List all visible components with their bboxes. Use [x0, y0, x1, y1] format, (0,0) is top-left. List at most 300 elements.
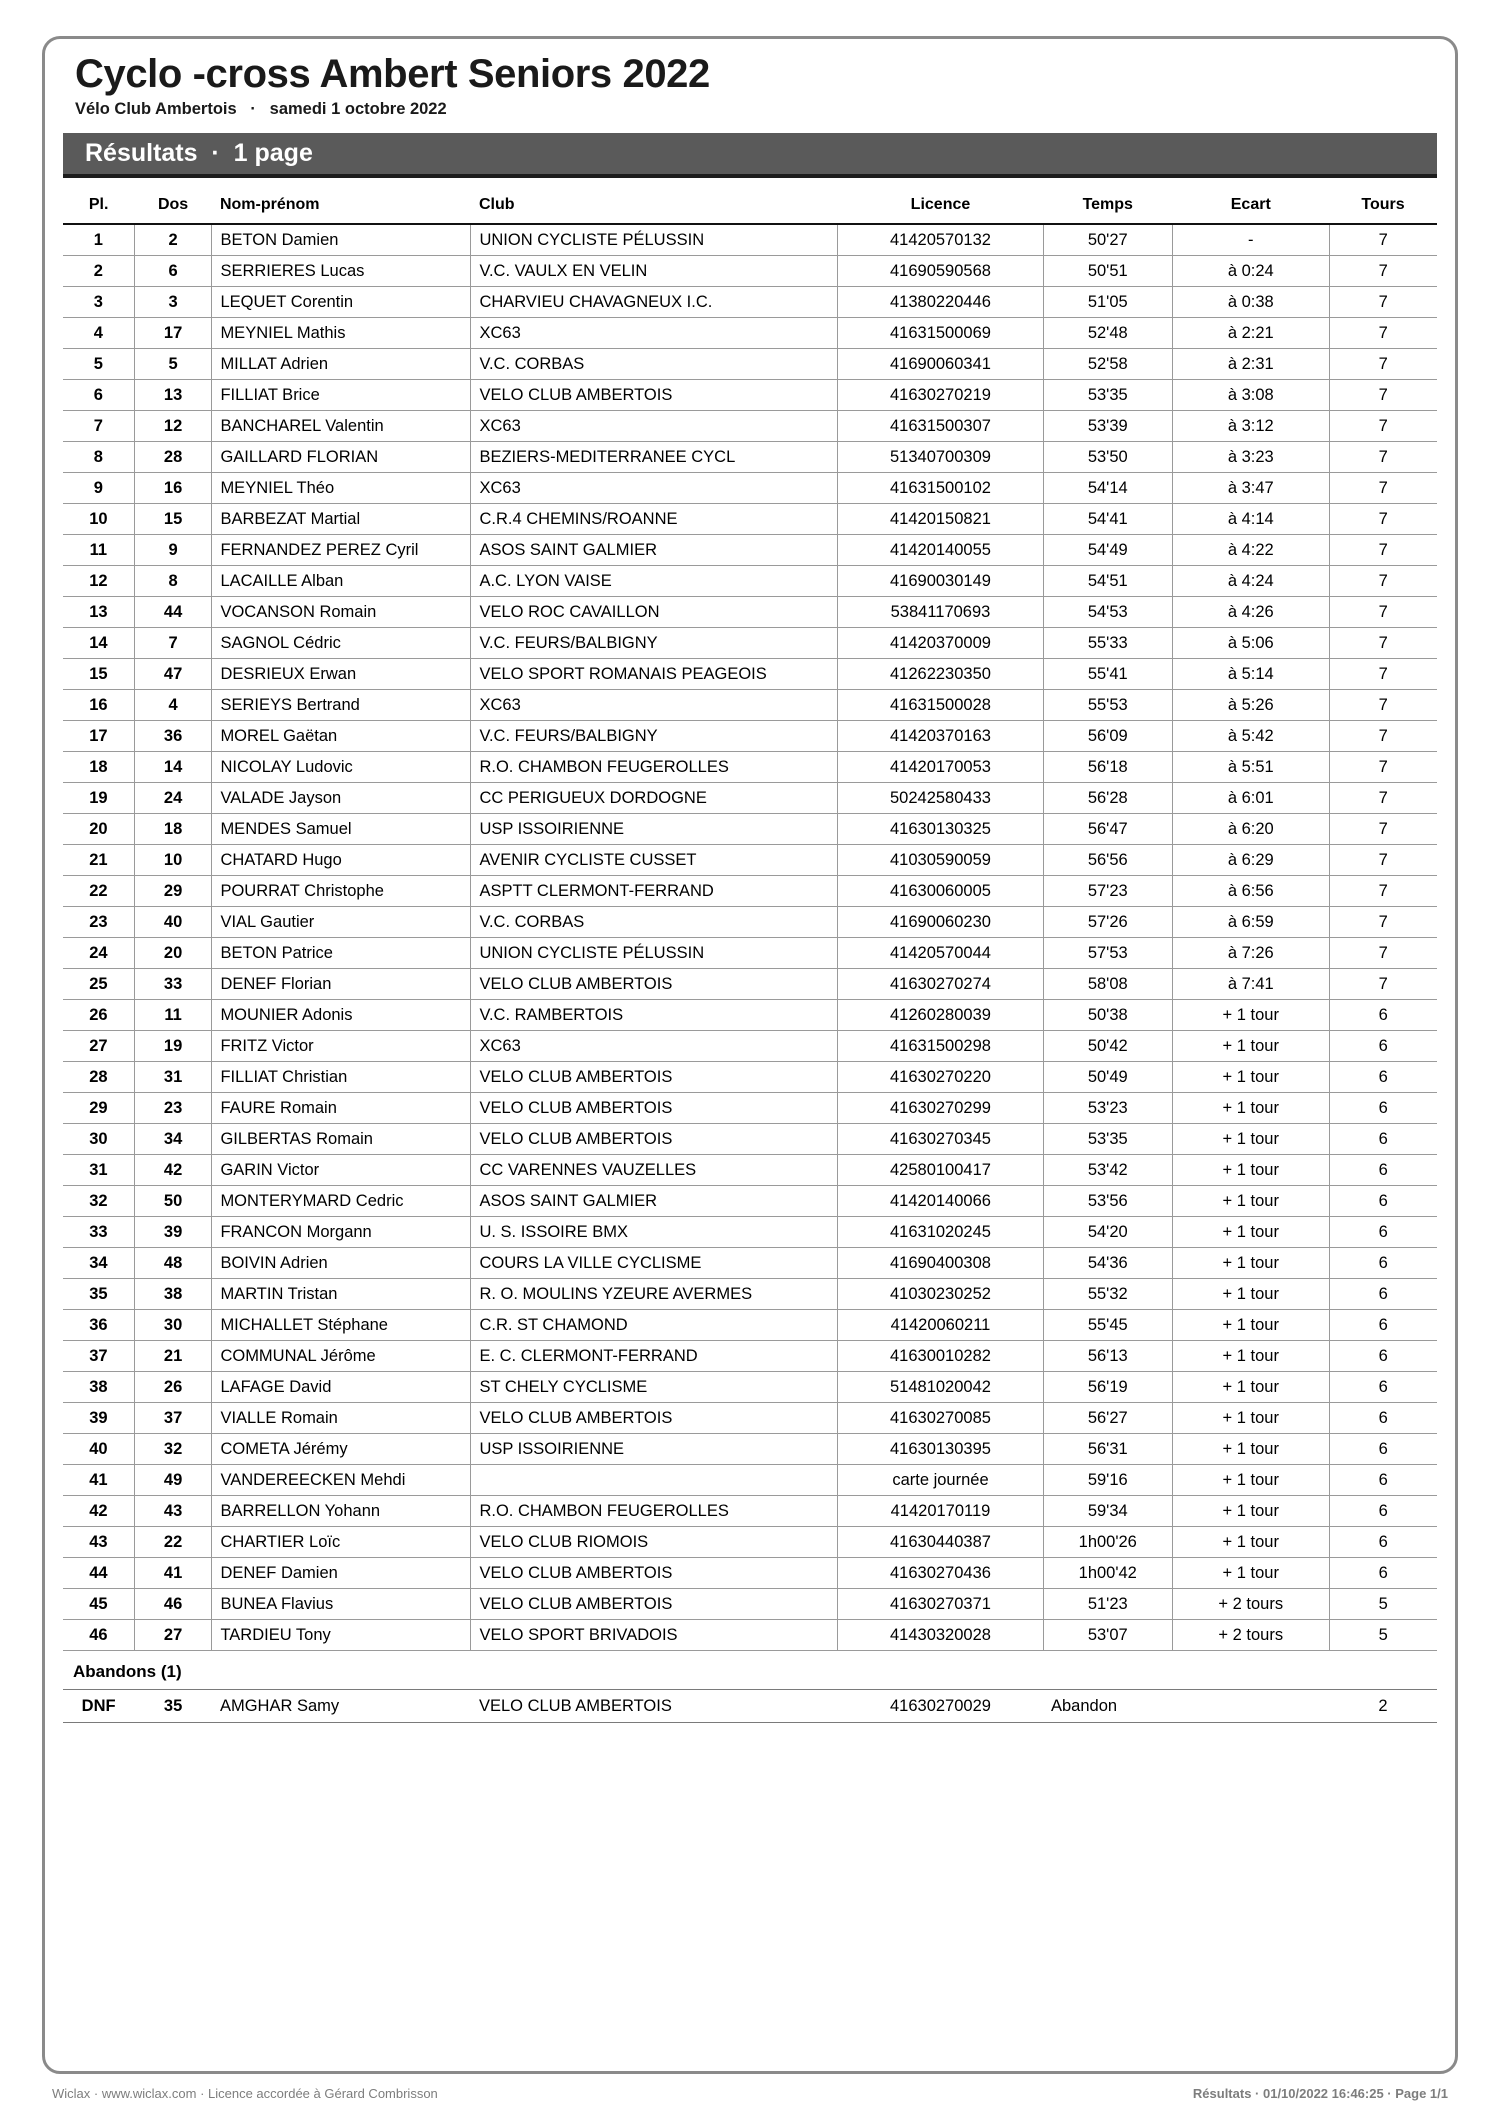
cell-club: C.R. ST CHAMOND — [471, 1310, 838, 1341]
cell-licence: 51481020042 — [838, 1372, 1043, 1403]
cell-tours: 7 — [1329, 287, 1437, 318]
cell-club: VELO CLUB AMBERTOIS — [471, 1403, 838, 1434]
table-row — [63, 1558, 1437, 1589]
abandon-cell-licence: 41630270029 — [838, 1690, 1043, 1723]
cell-dossard: 16 — [134, 473, 212, 504]
cell-temps: 53'23 — [1043, 1093, 1173, 1124]
cell-ecart: - — [1173, 224, 1330, 256]
table-row — [63, 1310, 1437, 1341]
cell-club: VELO CLUB AMBERTOIS — [471, 380, 838, 411]
cell-ecart: à 3:47 — [1173, 473, 1330, 504]
cell-place: 5 — [63, 349, 134, 380]
cell-licence: 41420170053 — [838, 752, 1043, 783]
page-inner — [45, 39, 1455, 2071]
results-table-body — [63, 224, 1437, 1651]
cell-place: 14 — [63, 628, 134, 659]
footer-credit: Wiclax · www.wiclax.com · Licence accordée à Gérard Combrisson — [52, 2086, 438, 2101]
abandon-cell-ecart — [1173, 1690, 1330, 1723]
cell-club: XC63 — [471, 1031, 838, 1062]
cell-ecart: + 1 tour — [1173, 1372, 1330, 1403]
cell-name: MARTIN Tristan — [212, 1279, 471, 1310]
cell-ecart: à 2:31 — [1173, 349, 1330, 380]
cell-name: BUNEA Flavius — [212, 1589, 471, 1620]
cell-name: FILLIAT Brice — [212, 380, 471, 411]
cell-club: CC VARENNES VAUZELLES — [471, 1155, 838, 1186]
cell-dossard: 24 — [134, 783, 212, 814]
cell-dossard: 4 — [134, 690, 212, 721]
cell-ecart: + 1 tour — [1173, 1434, 1330, 1465]
cell-tours: 6 — [1329, 1403, 1437, 1434]
cell-place: 9 — [63, 473, 134, 504]
table-row — [63, 1093, 1437, 1124]
cell-name: TARDIEU Tony — [212, 1620, 471, 1651]
cell-ecart: à 6:01 — [1173, 783, 1330, 814]
cell-temps: 54'53 — [1043, 597, 1173, 628]
cell-dossard: 39 — [134, 1217, 212, 1248]
cell-dossard: 10 — [134, 845, 212, 876]
cell-tours: 7 — [1329, 876, 1437, 907]
cell-place: 2 — [63, 256, 134, 287]
cell-dossard: 31 — [134, 1062, 212, 1093]
cell-temps: 53'07 — [1043, 1620, 1173, 1651]
cell-tours: 7 — [1329, 907, 1437, 938]
abandons-table — [63, 1689, 1437, 1723]
page-frame — [42, 36, 1458, 2074]
cell-temps: 56'56 — [1043, 845, 1173, 876]
table-row — [63, 938, 1437, 969]
cell-licence: 41690590568 — [838, 256, 1043, 287]
cell-temps: 55'33 — [1043, 628, 1173, 659]
abandon-cell-club: VELO CLUB AMBERTOIS — [471, 1690, 838, 1723]
cell-club: USP ISSOIRIENNE — [471, 1434, 838, 1465]
cell-licence: 41420570132 — [838, 224, 1043, 256]
cell-place: 34 — [63, 1248, 134, 1279]
cell-ecart: + 1 tour — [1173, 1186, 1330, 1217]
cell-name: FAURE Romain — [212, 1093, 471, 1124]
cell-dossard: 34 — [134, 1124, 212, 1155]
cell-ecart: à 4:14 — [1173, 504, 1330, 535]
cell-temps: 53'50 — [1043, 442, 1173, 473]
table-row — [63, 349, 1437, 380]
table-row — [63, 1186, 1437, 1217]
cell-place: 42 — [63, 1496, 134, 1527]
cell-licence: 41631500307 — [838, 411, 1043, 442]
cell-temps: 54'14 — [1043, 473, 1173, 504]
cell-temps: 56'13 — [1043, 1341, 1173, 1372]
cell-ecart: à 5:14 — [1173, 659, 1330, 690]
cell-tours: 7 — [1329, 690, 1437, 721]
cell-dossard: 9 — [134, 535, 212, 566]
cell-club: USP ISSOIRIENNE — [471, 814, 838, 845]
table-row — [63, 969, 1437, 1000]
cell-licence: 41630130325 — [838, 814, 1043, 845]
cell-place: 3 — [63, 287, 134, 318]
cell-place: 6 — [63, 380, 134, 411]
cell-place: 46 — [63, 1620, 134, 1651]
cell-dossard: 18 — [134, 814, 212, 845]
cell-club: V.C. RAMBERTOIS — [471, 1000, 838, 1031]
cell-ecart: à 6:20 — [1173, 814, 1330, 845]
cell-tours: 6 — [1329, 1000, 1437, 1031]
table-row — [63, 814, 1437, 845]
cell-temps: 50'27 — [1043, 224, 1173, 256]
cell-ecart: + 1 tour — [1173, 1465, 1330, 1496]
cell-tours: 7 — [1329, 504, 1437, 535]
cell-tours: 7 — [1329, 349, 1437, 380]
table-row — [63, 1434, 1437, 1465]
cell-tours: 6 — [1329, 1155, 1437, 1186]
cell-club: V.C. FEURS/BALBIGNY — [471, 628, 838, 659]
cell-name: SERRIERES Lucas — [212, 256, 471, 287]
cell-licence: 41630130395 — [838, 1434, 1043, 1465]
cell-club: U. S. ISSOIRE BMX — [471, 1217, 838, 1248]
results-table — [63, 190, 1437, 1651]
cell-place: 30 — [63, 1124, 134, 1155]
cell-name: CHARTIER Loïc — [212, 1527, 471, 1558]
cell-dossard: 30 — [134, 1310, 212, 1341]
cell-name: VALADE Jayson — [212, 783, 471, 814]
table-row — [63, 876, 1437, 907]
cell-dossard: 43 — [134, 1496, 212, 1527]
cell-dossard: 20 — [134, 938, 212, 969]
cell-tours: 6 — [1329, 1279, 1437, 1310]
cell-licence: 41420370163 — [838, 721, 1043, 752]
column-header-club: Club — [471, 190, 838, 224]
cell-club: BEZIERS-MEDITERRANEE CYCL — [471, 442, 838, 473]
cell-dossard: 23 — [134, 1093, 212, 1124]
abandon-cell-name: AMGHAR Samy — [212, 1690, 471, 1723]
cell-dossard: 46 — [134, 1589, 212, 1620]
cell-temps: 55'32 — [1043, 1279, 1173, 1310]
column-header-name: Nom-prénom — [212, 190, 471, 224]
cell-place: 43 — [63, 1527, 134, 1558]
abandon-cell-tours: 2 — [1329, 1690, 1437, 1723]
cell-ecart: à 5:42 — [1173, 721, 1330, 752]
cell-club: XC63 — [471, 318, 838, 349]
cell-tours: 5 — [1329, 1620, 1437, 1651]
cell-dossard: 40 — [134, 907, 212, 938]
table-row — [63, 628, 1437, 659]
cell-temps: 57'53 — [1043, 938, 1173, 969]
table-row — [63, 224, 1437, 256]
column-header-place: Pl. — [63, 190, 134, 224]
cell-licence: 41420170119 — [838, 1496, 1043, 1527]
cell-licence: 41630270219 — [838, 380, 1043, 411]
cell-tours: 6 — [1329, 1093, 1437, 1124]
cell-club: ASOS SAINT GALMIER — [471, 535, 838, 566]
cell-name: FRANCON Morgann — [212, 1217, 471, 1248]
cell-licence: 41420140055 — [838, 535, 1043, 566]
table-row — [63, 1124, 1437, 1155]
table-row — [63, 721, 1437, 752]
cell-club: E. C. CLERMONT-FERRAND — [471, 1341, 838, 1372]
cell-dossard: 38 — [134, 1279, 212, 1310]
results-header-row — [63, 190, 1437, 224]
cell-temps: 51'05 — [1043, 287, 1173, 318]
cell-licence: 41631020245 — [838, 1217, 1043, 1248]
table-row — [63, 411, 1437, 442]
cell-club: VELO CLUB AMBERTOIS — [471, 1093, 838, 1124]
cell-dossard: 49 — [134, 1465, 212, 1496]
cell-place: 33 — [63, 1217, 134, 1248]
cell-tours: 6 — [1329, 1124, 1437, 1155]
cell-tours: 7 — [1329, 969, 1437, 1000]
cell-licence: 41630270299 — [838, 1093, 1043, 1124]
cell-temps: 54'51 — [1043, 566, 1173, 597]
table-row — [63, 442, 1437, 473]
cell-dossard: 28 — [134, 442, 212, 473]
cell-place: 22 — [63, 876, 134, 907]
column-header-dossard: Dos — [134, 190, 212, 224]
cell-tours: 7 — [1329, 597, 1437, 628]
cell-place: 26 — [63, 1000, 134, 1031]
cell-temps: 53'56 — [1043, 1186, 1173, 1217]
cell-tours: 6 — [1329, 1248, 1437, 1279]
cell-ecart: à 3:08 — [1173, 380, 1330, 411]
cell-temps: 50'51 — [1043, 256, 1173, 287]
results-banner — [63, 133, 1437, 178]
cell-temps: 56'09 — [1043, 721, 1173, 752]
cell-tours: 6 — [1329, 1496, 1437, 1527]
cell-ecart: + 1 tour — [1173, 1155, 1330, 1186]
cell-club: VELO CLUB AMBERTOIS — [471, 969, 838, 1000]
cell-temps: 50'38 — [1043, 1000, 1173, 1031]
cell-place: 15 — [63, 659, 134, 690]
cell-tours: 7 — [1329, 256, 1437, 287]
cell-name: BOIVIN Adrien — [212, 1248, 471, 1279]
table-row — [63, 256, 1437, 287]
cell-ecart: + 1 tour — [1173, 1062, 1330, 1093]
cell-tours: 7 — [1329, 566, 1437, 597]
table-row — [63, 1527, 1437, 1558]
table-row — [63, 1403, 1437, 1434]
cell-name: GARIN Victor — [212, 1155, 471, 1186]
abandon-cell-place: DNF — [63, 1690, 134, 1723]
cell-temps: 56'27 — [1043, 1403, 1173, 1434]
cell-temps: 53'39 — [1043, 411, 1173, 442]
table-row — [63, 1589, 1437, 1620]
cell-tours: 7 — [1329, 659, 1437, 690]
cell-dossard: 22 — [134, 1527, 212, 1558]
cell-ecart: + 1 tour — [1173, 1558, 1330, 1589]
cell-name: BETON Patrice — [212, 938, 471, 969]
title-block — [63, 39, 1437, 123]
cell-tours: 7 — [1329, 938, 1437, 969]
table-row — [63, 566, 1437, 597]
cell-licence: 41631500102 — [838, 473, 1043, 504]
cell-name: BARBEZAT Martial — [212, 504, 471, 535]
cell-licence: 41690030149 — [838, 566, 1043, 597]
footer-page-info: Résultats · 01/10/2022 16:46:25 · Page 1/1 — [1192, 2086, 1448, 2101]
cell-name: MENDES Samuel — [212, 814, 471, 845]
cell-tours: 7 — [1329, 224, 1437, 256]
cell-ecart: à 7:41 — [1173, 969, 1330, 1000]
cell-place: 18 — [63, 752, 134, 783]
table-row — [63, 318, 1437, 349]
cell-licence: carte journée — [838, 1465, 1043, 1496]
cell-name: LEQUET Corentin — [212, 287, 471, 318]
cell-dossard: 17 — [134, 318, 212, 349]
cell-licence: 51340700309 — [838, 442, 1043, 473]
cell-licence: 53841170693 — [838, 597, 1043, 628]
cell-place: 19 — [63, 783, 134, 814]
cell-club: XC63 — [471, 690, 838, 721]
cell-club: C.R.4 CHEMINS/ROANNE — [471, 504, 838, 535]
cell-dossard: 32 — [134, 1434, 212, 1465]
cell-ecart: à 5:51 — [1173, 752, 1330, 783]
cell-tours: 7 — [1329, 628, 1437, 659]
cell-tours: 7 — [1329, 783, 1437, 814]
cell-name: LACAILLE Alban — [212, 566, 471, 597]
cell-club: VELO SPORT ROMANAIS PEAGEOIS — [471, 659, 838, 690]
cell-temps: 52'58 — [1043, 349, 1173, 380]
cell-licence: 41030590059 — [838, 845, 1043, 876]
cell-name: VIAL Gautier — [212, 907, 471, 938]
cell-ecart: + 2 tours — [1173, 1589, 1330, 1620]
cell-ecart: à 4:24 — [1173, 566, 1330, 597]
page-title: Cyclo -cross Ambert Seniors 2022 — [75, 52, 710, 96]
table-row — [63, 535, 1437, 566]
cell-dossard: 37 — [134, 1403, 212, 1434]
cell-place: 45 — [63, 1589, 134, 1620]
cell-tours: 7 — [1329, 473, 1437, 504]
table-row — [63, 1372, 1437, 1403]
cell-dossard: 44 — [134, 597, 212, 628]
cell-name: CHATARD Hugo — [212, 845, 471, 876]
cell-dossard: 12 — [134, 411, 212, 442]
cell-dossard: 15 — [134, 504, 212, 535]
cell-club: VELO CLUB AMBERTOIS — [471, 1062, 838, 1093]
cell-club: ASOS SAINT GALMIER — [471, 1186, 838, 1217]
cell-temps: 59'34 — [1043, 1496, 1173, 1527]
cell-dossard: 27 — [134, 1620, 212, 1651]
cell-temps: 55'53 — [1043, 690, 1173, 721]
cell-ecart: + 2 tours — [1173, 1620, 1330, 1651]
cell-dossard: 21 — [134, 1341, 212, 1372]
table-row — [63, 504, 1437, 535]
cell-dossard: 14 — [134, 752, 212, 783]
table-row — [63, 597, 1437, 628]
cell-ecart: + 1 tour — [1173, 1279, 1330, 1310]
cell-tours: 7 — [1329, 845, 1437, 876]
cell-place: 12 — [63, 566, 134, 597]
cell-dossard: 33 — [134, 969, 212, 1000]
cell-club: ST CHELY CYCLISME — [471, 1372, 838, 1403]
cell-dossard: 50 — [134, 1186, 212, 1217]
cell-club: A.C. LYON VAISE — [471, 566, 838, 597]
cell-club: XC63 — [471, 411, 838, 442]
abandon-cell-temps: Abandon — [1043, 1690, 1173, 1723]
cell-tours: 7 — [1329, 442, 1437, 473]
cell-licence: 41630270436 — [838, 1558, 1043, 1589]
cell-temps: 54'41 — [1043, 504, 1173, 535]
cell-temps: 56'28 — [1043, 783, 1173, 814]
cell-temps: 54'20 — [1043, 1217, 1173, 1248]
cell-licence: 41630270274 — [838, 969, 1043, 1000]
cell-temps: 1h00'26 — [1043, 1527, 1173, 1558]
cell-temps: 54'49 — [1043, 535, 1173, 566]
cell-tours: 6 — [1329, 1062, 1437, 1093]
cell-licence: 41420570044 — [838, 938, 1043, 969]
cell-ecart: + 1 tour — [1173, 1093, 1330, 1124]
cell-licence: 41630010282 — [838, 1341, 1043, 1372]
cell-place: 32 — [63, 1186, 134, 1217]
cell-tours: 6 — [1329, 1341, 1437, 1372]
cell-temps: 1h00'42 — [1043, 1558, 1173, 1589]
cell-place: 16 — [63, 690, 134, 721]
cell-licence: 42580100417 — [838, 1155, 1043, 1186]
cell-place: 24 — [63, 938, 134, 969]
cell-name: SERIEYS Bertrand — [212, 690, 471, 721]
table-row — [63, 1341, 1437, 1372]
cell-licence: 41690400308 — [838, 1248, 1043, 1279]
cell-ecart: + 1 tour — [1173, 1310, 1330, 1341]
results-table-head — [63, 190, 1437, 224]
cell-dossard: 2 — [134, 224, 212, 256]
cell-name: MONTERYMARD Cedric — [212, 1186, 471, 1217]
cell-club: CHARVIEU CHAVAGNEUX I.C. — [471, 287, 838, 318]
cell-place: 40 — [63, 1434, 134, 1465]
cell-club: VELO CLUB AMBERTOIS — [471, 1124, 838, 1155]
cell-name: VIALLE Romain — [212, 1403, 471, 1434]
cell-dossard: 3 — [134, 287, 212, 318]
column-header-ecart: Ecart — [1173, 190, 1330, 224]
cell-temps: 56'31 — [1043, 1434, 1173, 1465]
cell-temps: 58'08 — [1043, 969, 1173, 1000]
cell-name: MILLAT Adrien — [212, 349, 471, 380]
cell-ecart: à 5:26 — [1173, 690, 1330, 721]
cell-dossard: 5 — [134, 349, 212, 380]
cell-dossard: 19 — [134, 1031, 212, 1062]
cell-ecart: + 1 tour — [1173, 1248, 1330, 1279]
cell-place: 38 — [63, 1372, 134, 1403]
table-row — [63, 287, 1437, 318]
table-row — [63, 845, 1437, 876]
cell-name: VOCANSON Romain — [212, 597, 471, 628]
table-row — [63, 783, 1437, 814]
cell-temps: 53'35 — [1043, 1124, 1173, 1155]
cell-licence: 41690060230 — [838, 907, 1043, 938]
cell-temps: 55'41 — [1043, 659, 1173, 690]
cell-temps: 50'42 — [1043, 1031, 1173, 1062]
cell-licence: 41380220446 — [838, 287, 1043, 318]
cell-ecart: + 1 tour — [1173, 1403, 1330, 1434]
cell-ecart: + 1 tour — [1173, 1000, 1330, 1031]
cell-dossard: 29 — [134, 876, 212, 907]
cell-place: 25 — [63, 969, 134, 1000]
cell-place: 17 — [63, 721, 134, 752]
cell-name: BANCHAREL Valentin — [212, 411, 471, 442]
table-row — [63, 1279, 1437, 1310]
cell-place: 44 — [63, 1558, 134, 1589]
cell-temps: 57'26 — [1043, 907, 1173, 938]
cell-club: V.C. VAULX EN VELIN — [471, 256, 838, 287]
cell-place: 29 — [63, 1093, 134, 1124]
cell-name: DENEF Damien — [212, 1558, 471, 1589]
cell-club: COURS LA VILLE CYCLISME — [471, 1248, 838, 1279]
cell-name: FRITZ Victor — [212, 1031, 471, 1062]
table-row — [63, 690, 1437, 721]
cell-tours: 6 — [1329, 1372, 1437, 1403]
cell-dossard: 11 — [134, 1000, 212, 1031]
table-row — [63, 907, 1437, 938]
cell-licence: 41420140066 — [838, 1186, 1043, 1217]
cell-tours: 7 — [1329, 380, 1437, 411]
cell-place: 1 — [63, 224, 134, 256]
cell-licence: 41690060341 — [838, 349, 1043, 380]
cell-place: 20 — [63, 814, 134, 845]
cell-ecart: à 4:26 — [1173, 597, 1330, 628]
